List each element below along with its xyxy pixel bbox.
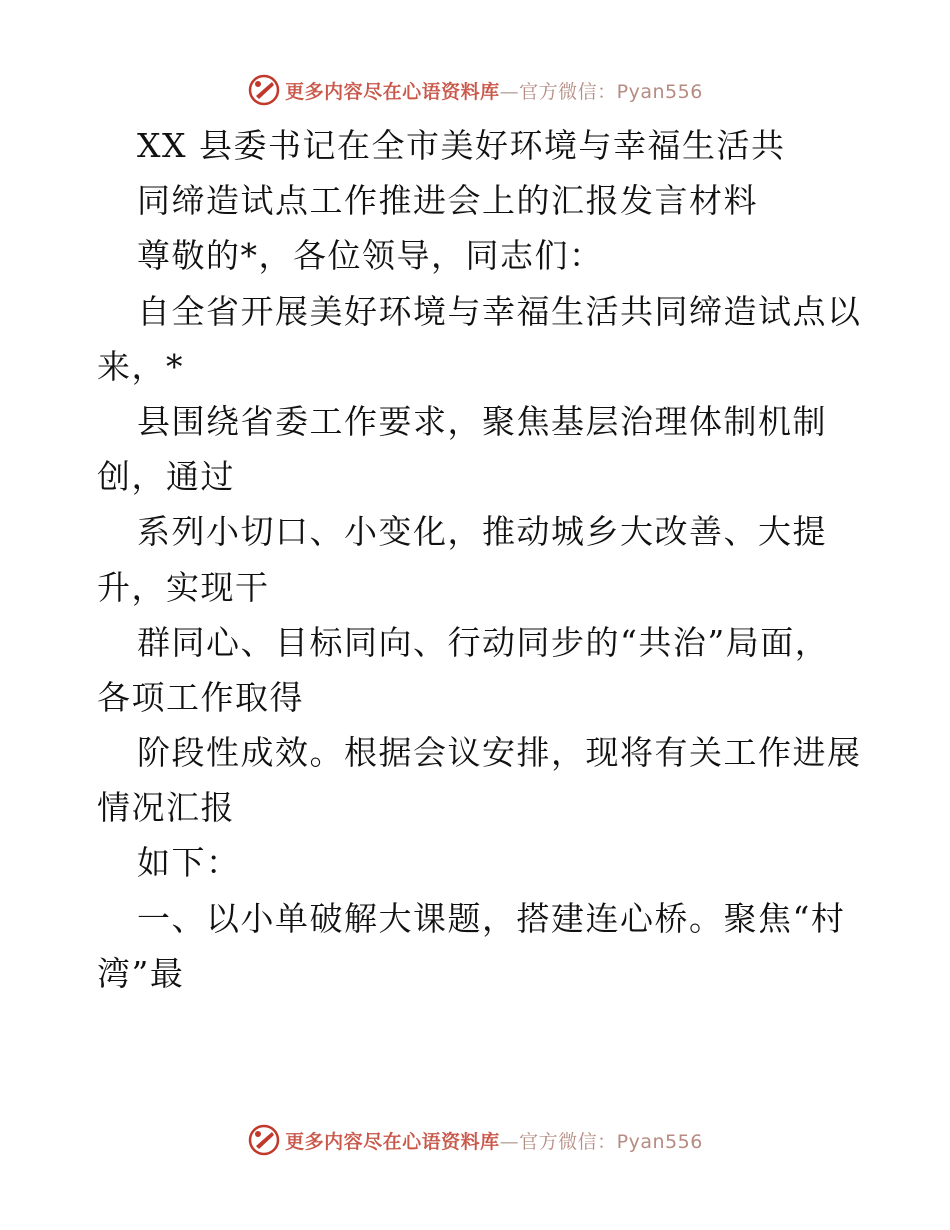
document-body bbox=[97, 118, 862, 1001]
banner-wechat: 官方微信：Pyan556 bbox=[519, 80, 703, 103]
document-title-line-2: 同缔造试点工作推进会上的汇报发言材料 bbox=[137, 181, 758, 221]
footer-banner bbox=[0, 1120, 950, 1160]
logo-icon bbox=[247, 73, 281, 107]
banner-separator: — bbox=[499, 80, 520, 103]
salutation: 尊敬的*，各位领导，同志们： bbox=[137, 236, 604, 276]
paragraph-line: 县围绕省委工作要求，聚焦基层治理体制机制 bbox=[137, 401, 827, 441]
paragraph-line: 阶段性成效。根据会议安排，现将有关工作进展 bbox=[137, 733, 862, 773]
document-title-line-1: XX 县委书记在全市美好环境与幸福生活共 bbox=[137, 126, 786, 165]
paragraph-line: 情况汇报 bbox=[97, 788, 235, 828]
banner-text bbox=[285, 77, 703, 104]
paragraph-line: 如下： bbox=[137, 843, 241, 883]
paragraph-line: 系列小切口、小变化，推动城乡大改善、大提 bbox=[137, 512, 827, 552]
paragraph-line: 各项工作取得 bbox=[97, 677, 304, 717]
banner-text bbox=[285, 1127, 703, 1154]
paragraph-line: 来，* bbox=[97, 346, 184, 386]
paragraph-line: 群同心、目标同向、行动同步的“共治”局面， bbox=[137, 622, 830, 662]
banner-separator: — bbox=[499, 1130, 520, 1153]
section-heading-line: 一、以小单破解大课题，搭建连心桥。聚焦“村 bbox=[137, 898, 846, 938]
header-banner bbox=[0, 70, 950, 110]
banner-brand: 更多内容尽在心语资料库 bbox=[285, 1130, 500, 1153]
logo-icon bbox=[247, 1123, 281, 1157]
banner-brand: 更多内容尽在心语资料库 bbox=[285, 80, 500, 103]
banner-wechat: 官方微信：Pyan556 bbox=[519, 1130, 703, 1153]
paragraph-line: 自全省开展美好环境与幸福生活共同缔造试点以 bbox=[137, 291, 862, 331]
paragraph-line: 湾”最 bbox=[97, 953, 185, 993]
paragraph-line: 升，实现干 bbox=[97, 567, 270, 607]
paragraph-line: 创，通过 bbox=[97, 457, 235, 497]
